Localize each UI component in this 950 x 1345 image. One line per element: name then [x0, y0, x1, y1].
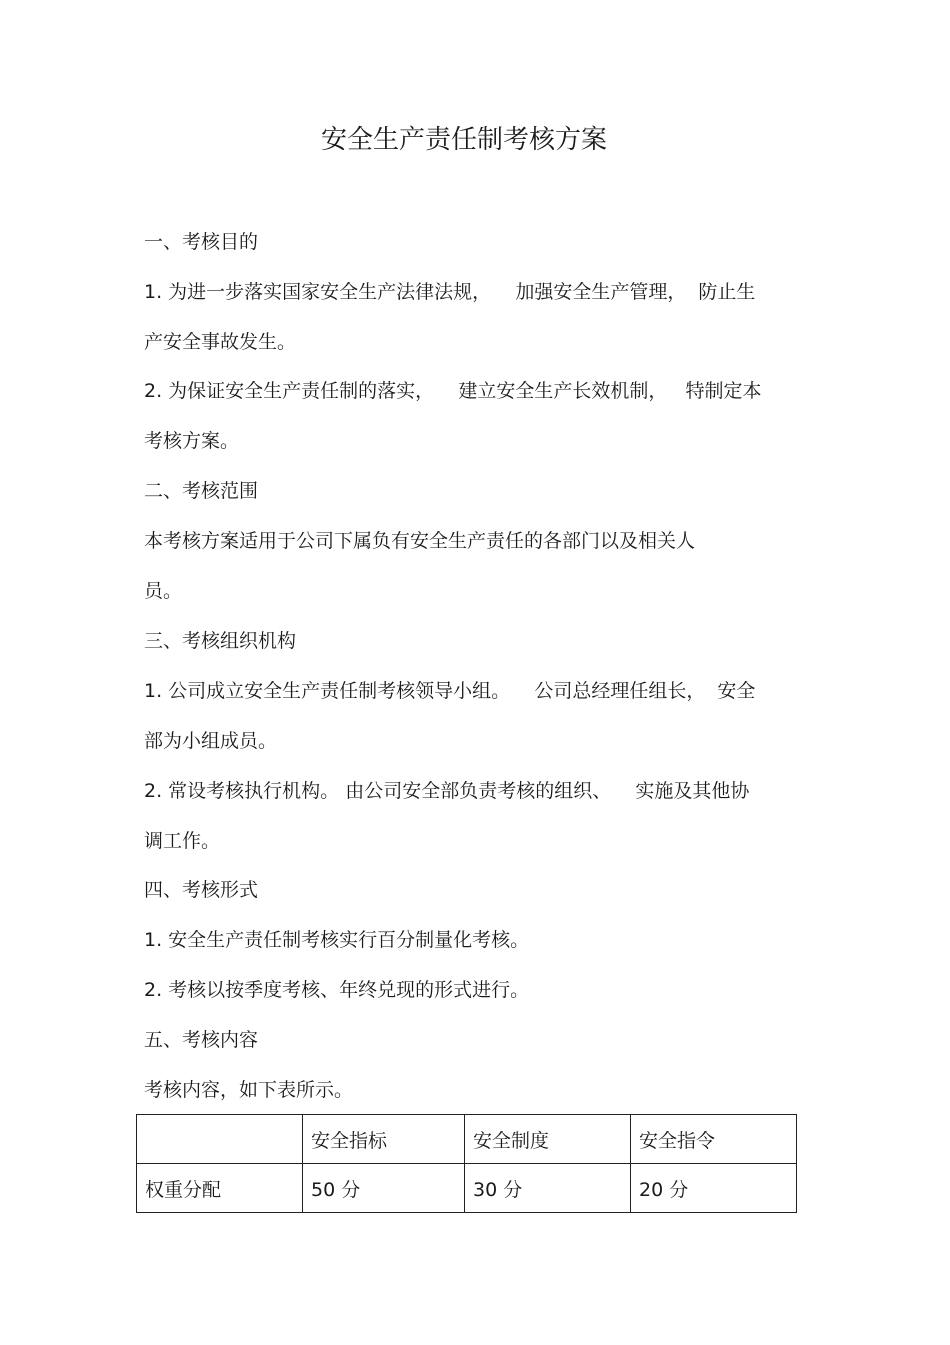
paragraph-line: 本考核方案适用于公司下属负有安全生产责任的各部门以及相关人: [144, 530, 696, 552]
paragraph-line: 2. 为保证安全生产责任制的落实， 建立安全生产长效机制， 特制定本: [144, 380, 762, 402]
paragraph-line: 部为小组成员。: [144, 730, 278, 752]
paragraph-line: 2. 常设考核执行机构。 由公司安全部负责考核的组织、 实施及其他协: [144, 780, 750, 802]
document-title: 安全生产责任制考核方案: [320, 125, 607, 155]
table-cell: 30 分: [465, 1164, 631, 1213]
table-cell: 50 分: [303, 1164, 465, 1213]
paragraph-line: 1. 安全生产责任制考核实行百分制量化考核。: [144, 929, 530, 951]
paragraph-line: 产安全事故发生。: [144, 331, 297, 353]
table-cell: [137, 1115, 303, 1164]
section-heading-content: 五、考核内容: [144, 1029, 259, 1051]
table-cell: 权重分配: [137, 1164, 303, 1213]
paragraph-line: 考核方案。: [144, 430, 240, 452]
paragraph-line: 调工作。: [144, 830, 221, 852]
paragraph-line: 2. 考核以按季度考核、年终兑现的形式进行。: [144, 979, 530, 1001]
table-cell: 20 分: [631, 1164, 797, 1213]
section-heading-organization: 三、考核组织机构: [144, 630, 297, 652]
table-row: [137, 1164, 797, 1213]
table-header-row: [137, 1115, 797, 1164]
assessment-weight-table: [136, 1114, 797, 1213]
table-cell: 安全指令: [631, 1115, 797, 1164]
table-cell: 安全指标: [303, 1115, 465, 1164]
table-cell: 安全制度: [465, 1115, 631, 1164]
paragraph-line: 1. 为进一步落实国家安全生产法律法规， 加强安全生产管理， 防止生: [144, 281, 756, 303]
paragraph-line: 考核内容，如下表所示。: [144, 1079, 354, 1101]
paragraph-line: 1. 公司成立安全生产责任制考核领导小组。 公司总经理任组长， 安全: [144, 680, 756, 702]
paragraph-line: 员。: [144, 580, 183, 602]
section-heading-purpose: 一、考核目的: [144, 231, 259, 253]
section-heading-form: 四、考核形式: [144, 879, 259, 901]
section-heading-scope: 二、考核范围: [144, 480, 259, 502]
